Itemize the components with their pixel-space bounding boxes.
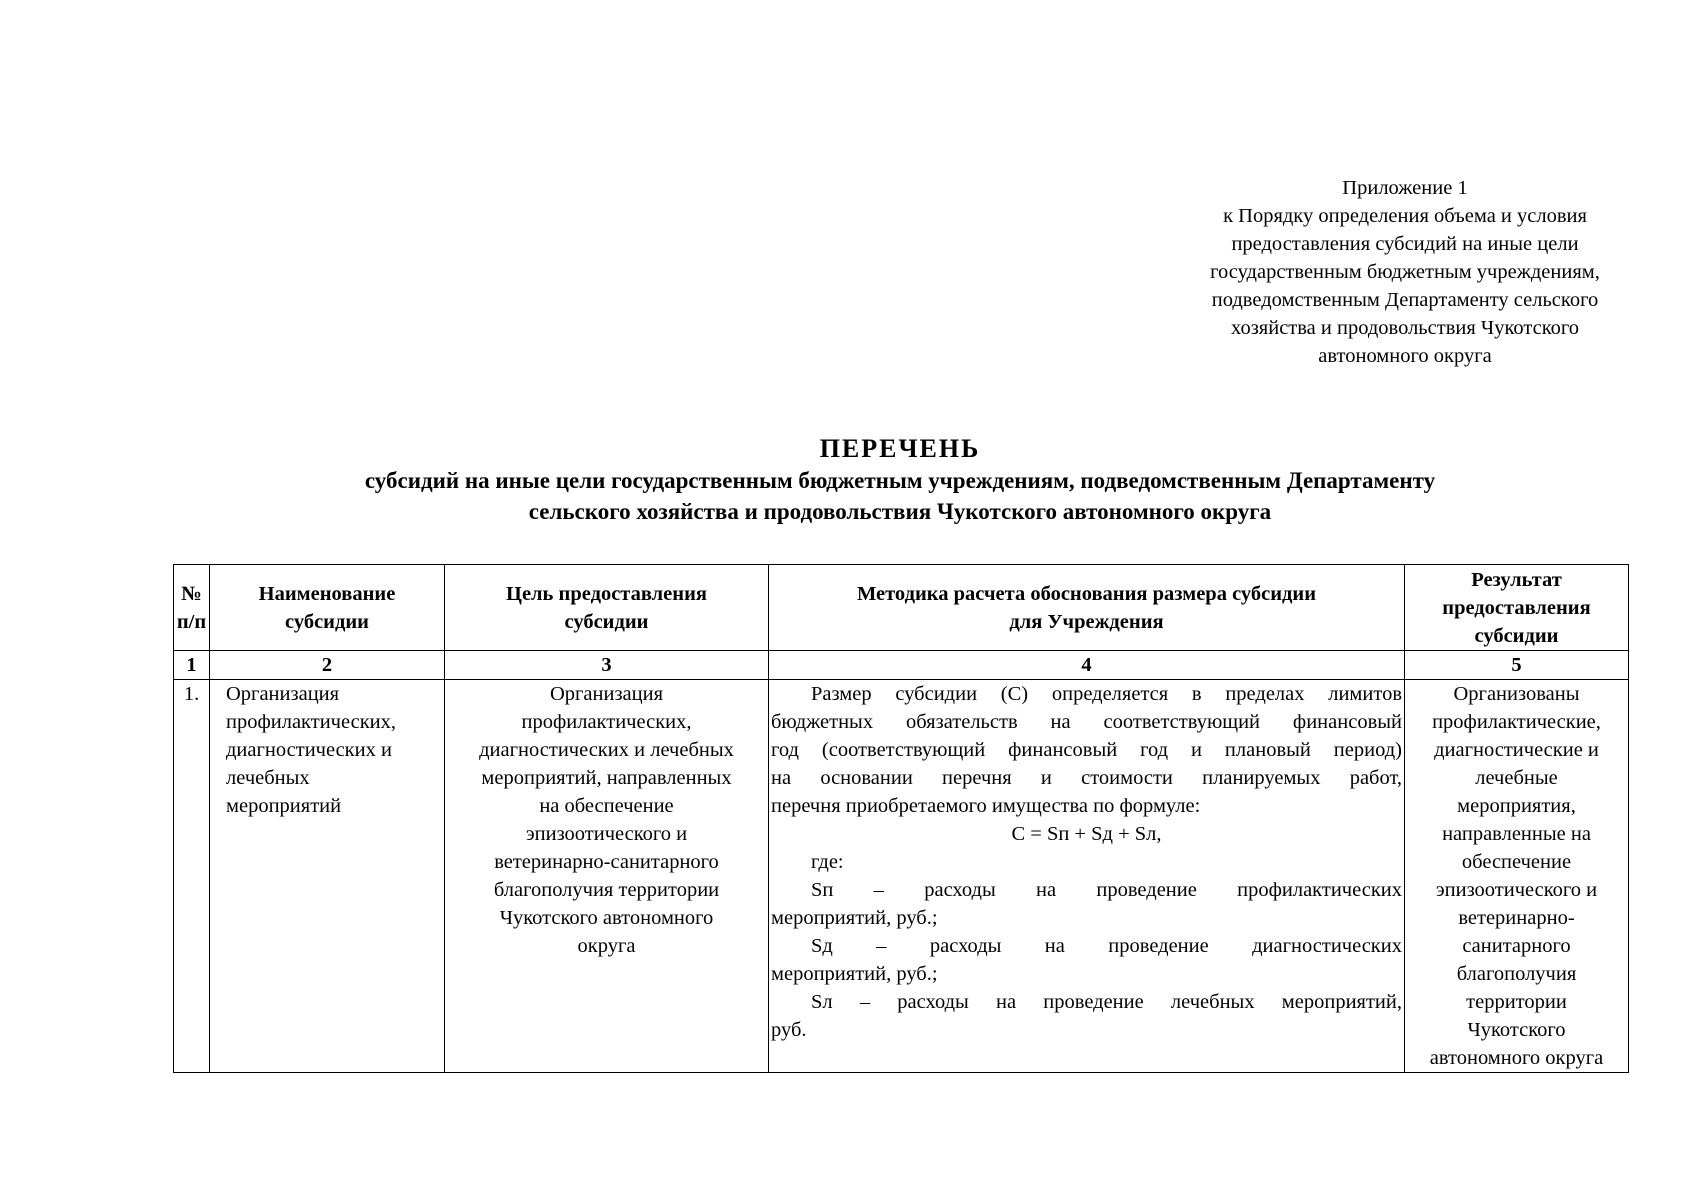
appendix-line: автономного округа xyxy=(1318,345,1492,367)
document-subtitle xyxy=(170,465,1630,527)
formula: С = Sп + Sд + Sл, xyxy=(1011,823,1162,845)
header-method: Методика расчета обоснования размера субсидии для Учреждения xyxy=(769,565,1405,651)
row-num: 1. xyxy=(174,680,210,1073)
appendix-line: подведомственным Департаменту сельского xyxy=(1211,289,1599,311)
header-goal: Цель предоставления субсидии xyxy=(445,565,769,651)
appendix-line: государственным бюджетным учреждениям, xyxy=(1210,261,1600,283)
row-goal: Организация профилактических, диагностических и лечебных мероприятий, направленных на обеспечение эпизоотического и ветеринарно-санитарного благополучия территории Чукотского автономного округа xyxy=(445,680,769,1073)
header-name: Наименование субсидии xyxy=(210,565,445,651)
column-number: 3 xyxy=(445,651,769,680)
document-title-block xyxy=(170,433,1630,527)
column-number-row xyxy=(174,651,1629,680)
table-header-row xyxy=(174,565,1629,651)
subtitle-line: сельского хозяйства и продовольствия Чукотского автономного округа xyxy=(528,499,1272,524)
column-number: 2 xyxy=(210,651,445,680)
column-number: 4 xyxy=(769,651,1405,680)
appendix-header xyxy=(1140,174,1670,370)
subsidy-table xyxy=(173,564,1629,1073)
appendix-line: хозяйства и продовольствия Чукотского xyxy=(1230,317,1580,339)
appendix-line: Приложение 1 xyxy=(1342,177,1468,199)
appendix-line: к Порядку определения объема и условия xyxy=(1223,205,1587,227)
row-name: Организация профилактических, диагностических и лечебных мероприятий xyxy=(210,680,445,1073)
column-number: 5 xyxy=(1405,651,1629,680)
column-number: 1 xyxy=(174,651,210,680)
appendix-line: предоставления субсидий на иные цели xyxy=(1231,233,1579,255)
header-result: Результат предоставления субсидии xyxy=(1405,565,1629,651)
subtitle-line: субсидий на иные цели государственным бюджетным учреждениям, подведомственным Департаменту xyxy=(364,468,1436,493)
row-result: Организованы профилактические, диагностические и лечебные мероприятия, направленные на обеспечение эпизоотического и ветеринарно- санитарного благополучия территории Чукотского автономного округа xyxy=(1405,680,1629,1073)
header-num: № п/п xyxy=(174,565,210,651)
document-title: ПЕРЕЧЕНЬ xyxy=(819,434,981,463)
table-row xyxy=(174,680,1629,1073)
row-method: Размер субсидии (С) определяется в пределах лимитов бюджетных обязательств на соответствующий финансовый год (соответствующий финансовый год и плановый период) на основании перечня и стоимости планируемых работ, перечня приобретаемого имущества по формуле: С = Sп + Sд + Sл, где: Sп – расходы на проведение профилактических мероприятий, руб.; Sд – расходы на проведение диагностических мероприятий, руб.; Sл – расходы на проведение лечебных мероприятий, руб. xyxy=(769,680,1405,1073)
